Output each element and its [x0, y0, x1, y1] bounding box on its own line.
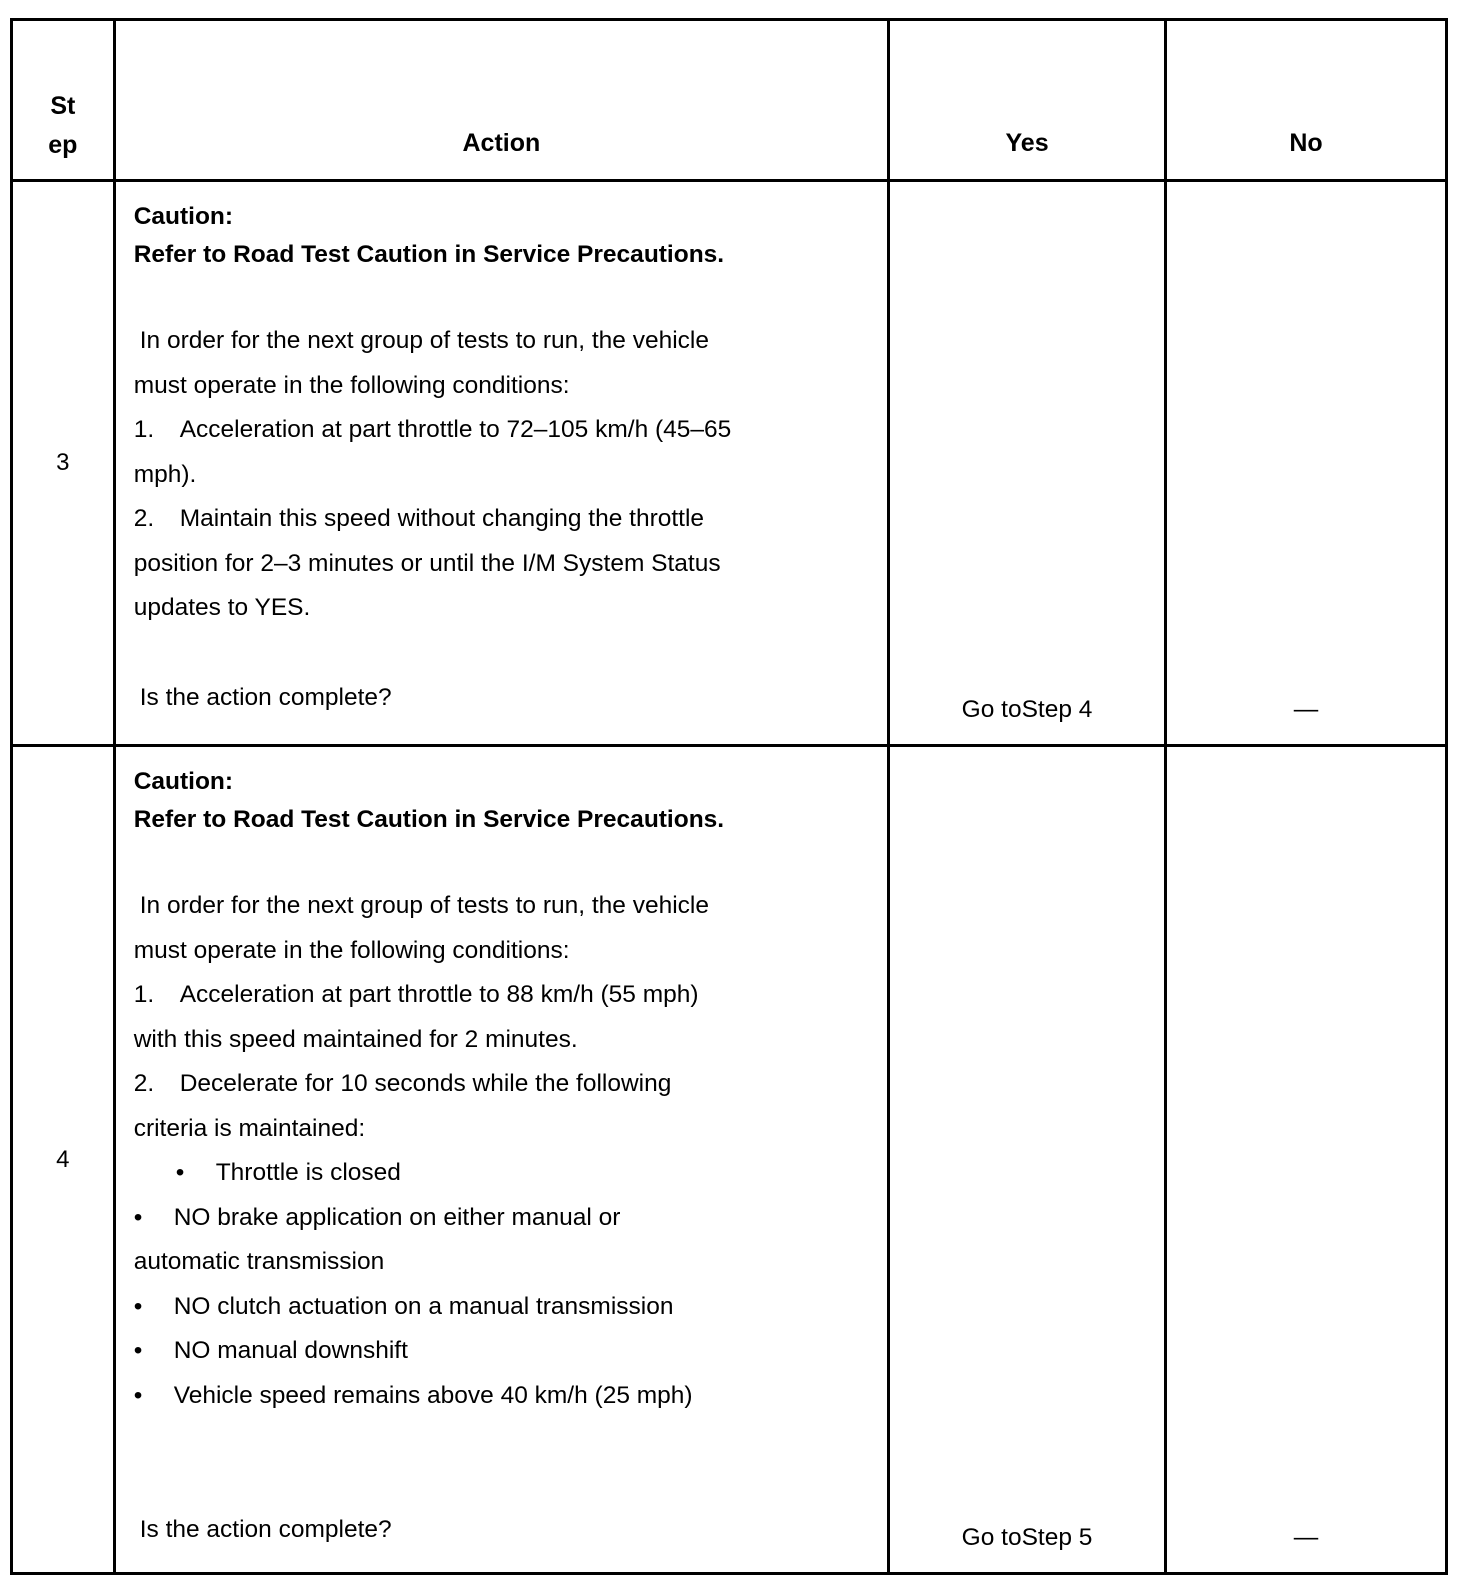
question-text: Is the action complete?: [139, 683, 392, 711]
header-yes: Yes: [889, 20, 1166, 181]
condition-item: [134, 408, 887, 453]
intro-text: In order for the next group of tests to run, the vehicle: [139, 892, 709, 919]
item-text-cont: position for 2–3 minutes or until the I/M System Status: [133, 549, 721, 577]
no-cell: —: [1166, 746, 1447, 1574]
table-row: [12, 746, 1447, 1574]
item-number: 1.: [133, 981, 155, 1008]
header-step-line2: ep: [48, 131, 78, 159]
item-text-cont: with this speed maintained for 2 minutes.: [133, 1025, 578, 1053]
action-cell: [114, 746, 888, 1574]
bullet-icon: •: [175, 1159, 185, 1186]
item-text-cont: updates to YES.: [133, 594, 311, 621]
item-text: Maintain this speed without changing the throttle: [179, 505, 705, 532]
bullet-text: NO brake application on either manual or: [173, 1203, 621, 1231]
condition-item: [134, 973, 887, 1018]
intro-text-cont: must operate in the following conditions:: [133, 936, 570, 964]
condition-item: [134, 1062, 887, 1107]
header-no: No: [1166, 20, 1447, 181]
bullet-icon: •: [133, 1337, 143, 1364]
bullet-icon: •: [133, 1381, 143, 1409]
bullet-text: Throttle is closed: [215, 1159, 401, 1186]
item-text: Acceleration at part throttle to 88 km/h (55 mph): [179, 981, 699, 1008]
bullet-item: [134, 1329, 887, 1374]
caution-title: Caution:: [133, 203, 234, 230]
yes-cell: [889, 181, 1166, 746]
bullet-icon: •: [133, 1203, 143, 1231]
table-header-row: [12, 20, 1447, 181]
yes-cell: [889, 746, 1166, 1574]
caution-text: Refer to Road Test Caution in Service Precautions.: [133, 806, 725, 833]
item-number: 1.: [133, 416, 155, 443]
bullet-text: NO clutch actuation on a manual transmission: [173, 1292, 674, 1320]
question-text: Is the action complete?: [139, 1516, 392, 1543]
step-number: 4: [12, 746, 115, 1574]
bullet-text: Vehicle speed remains above 40 km/h (25 mph): [173, 1381, 693, 1409]
bullet-text: NO manual downshift: [173, 1337, 408, 1364]
item-text-cont: criteria is maintained:: [133, 1114, 366, 1142]
header-step: [12, 20, 115, 181]
bullet-item: [134, 1285, 887, 1330]
condition-item: [134, 497, 887, 542]
yes-go-to-step-link[interactable]: Go toStep 5: [961, 1524, 1093, 1551]
item-text: Acceleration at part throttle to 72–105 km/h (45–65: [179, 416, 732, 443]
diagnostic-step-table: [10, 18, 1448, 1575]
no-cell: —: [1166, 181, 1447, 746]
bullet-item: [134, 1151, 887, 1196]
action-cell: [114, 181, 888, 746]
bullet-item: [134, 1196, 887, 1241]
intro-text-cont: must operate in the following conditions:: [133, 371, 570, 399]
intro-text: In order for the next group of tests to run, the vehicle: [139, 327, 709, 354]
header-step-line1: St: [50, 92, 76, 120]
item-number: 2.: [133, 1070, 155, 1097]
step-number: 3: [12, 181, 115, 746]
caution-title: Caution:: [133, 768, 234, 795]
item-text: Decelerate for 10 seconds while the following: [179, 1070, 672, 1097]
yes-go-to-step-link[interactable]: Go toStep 4: [961, 696, 1093, 723]
caution-text: Refer to Road Test Caution in Service Precautions.: [133, 241, 725, 268]
item-text-cont: mph).: [133, 460, 197, 488]
bullet-text-cont: automatic transmission: [133, 1248, 385, 1275]
bullet-item: [134, 1374, 887, 1419]
bullet-icon: •: [133, 1292, 143, 1320]
item-number: 2.: [133, 505, 155, 532]
header-action: Action: [114, 20, 888, 181]
table-row: [12, 181, 1447, 746]
